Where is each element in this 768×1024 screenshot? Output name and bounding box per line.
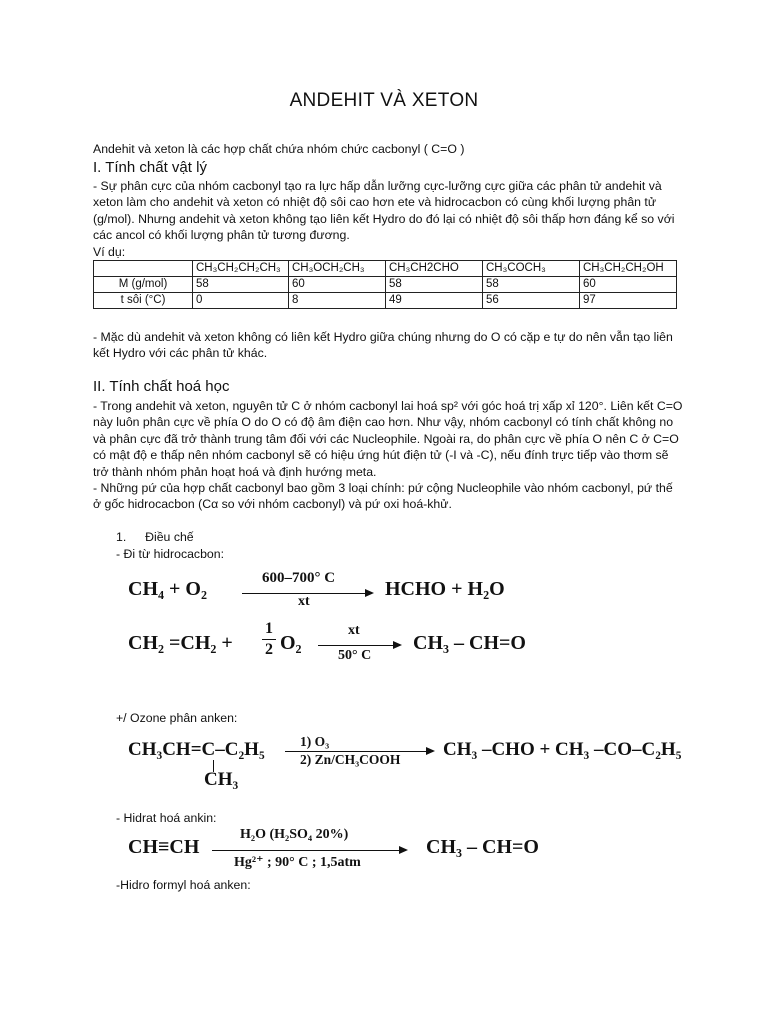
prep-hydration: - Hidrat hoá ankin: xyxy=(116,811,217,825)
table-cell: 8 xyxy=(289,293,386,309)
table-cell: CH₃CH2CHO xyxy=(386,261,483,277)
r3-condition-above: 1) O₃ xyxy=(300,734,330,749)
table-cell: 56 xyxy=(483,293,580,309)
example-label: Ví dụ: xyxy=(93,245,126,259)
prep-title: Điều chế xyxy=(145,530,194,544)
r3-branch: CH₃ xyxy=(204,769,239,790)
r2-condition-above: xt xyxy=(348,623,360,638)
prep-heading xyxy=(116,529,416,545)
table-cell: 58 xyxy=(483,277,580,293)
r1-condition-above: 600–700° C xyxy=(262,570,336,586)
table-cell xyxy=(94,261,193,277)
table-cell: 60 xyxy=(580,277,677,293)
section-2-paragraph-2: - Những pứ của hợp chất cacbonyl bao gồm 3 loại chính: pứ cộng Nucleophile vào nhóm cacbonyl, pứ thế ở gốc hidrocacbon (Cα so với nhóm cacbonyl) và pứ oxi hoá-khử. xyxy=(93,481,673,512)
r2-products: CH₃ – CH=O xyxy=(413,632,526,654)
table-cell: 58 xyxy=(386,277,483,293)
reaction-arrow xyxy=(318,645,400,646)
row-label: M (g/mol) xyxy=(94,277,193,293)
section-2-paragraph-1: - Trong andehit và xeton, nguyên tử C ở nhóm cacbonyl lai hoá sp² với góc hoá trị xấp xỉ 120°. Liên kết C=O này luôn phân cực về phía O do O có độ âm điện cao hơn. Như vậy, nhóm cacbonyl có tính chất không no và phân cực đã trở thành trung tâm đối với các Nucleophile. Ngoài ra, do phân cực về phía O nên C ở C=O có mật độ e thấp nên nhóm cacbonyl sẽ có hiệu ứng hút điện tử (-I và -C), nếu đính trực tiếp vào thơm sẽ trở thành nhóm phản hoạt hoá và định hướng meta. xyxy=(93,399,683,479)
prep-hydroformyl: -Hidro formyl hoá anken: xyxy=(116,878,251,892)
table-cell: 60 xyxy=(289,277,386,293)
prep-from-hydrocarbon: - Đi từ hidrocacbon: xyxy=(116,547,225,561)
section-1-paragraph: - Sự phân cực của nhóm cacbonyl tạo ra lực hấp dẫn lưỡng cực-lưỡng cực giữa các phân tử andehit và xeton làm cho andehit và xeton có nhiệt độ sôi cao hơn ete và hidrocacbon có cùng khối lượng phân tử (g/mol). Nhưng andehit và xeton không tạo liên kết Hydro do đó lại có nhiệt độ sôi thấp hơn đáng kể so với các ancol có khối lượng phân tử tương đương. xyxy=(93,179,675,243)
page-title: ANDEHIT VÀ XETON xyxy=(289,90,479,111)
table-cell: 58 xyxy=(193,277,289,293)
table-cell: 97 xyxy=(580,293,677,309)
table-cell: CH₃CH₂CH₂CH₃ xyxy=(193,261,289,277)
table-header-row xyxy=(94,261,677,277)
r3-products: CH₃ –CHO + CH₃ –CO–C₂H₅ xyxy=(443,739,682,760)
fraction-numerator: 1 xyxy=(265,620,273,637)
r2-condition-below: 50° C xyxy=(338,648,372,663)
table-cell: CH₃OCH₂CH₃ xyxy=(289,261,386,277)
one-half-fraction xyxy=(262,620,276,659)
prep-ozone: +/ Ozone phân anken: xyxy=(116,711,238,725)
table-row xyxy=(94,293,677,309)
r3-reactant: CH₃CH=C–C₂H₅ xyxy=(128,739,265,760)
r2-reactants: CH₂ =CH₂ + xyxy=(128,632,233,654)
section-1-heading: I. Tính chất vật lý xyxy=(93,159,207,176)
table-cell: 49 xyxy=(386,293,483,309)
fraction-denominator: 2 xyxy=(265,641,273,658)
row-label: t sôi (°C) xyxy=(94,293,193,309)
table-cell: CH₃CH₂CH₂OH xyxy=(580,261,677,277)
r4-product: CH₃ – CH=O xyxy=(426,836,539,858)
table-cell: CH₃COCH₃ xyxy=(483,261,580,277)
r1-condition-below: xt xyxy=(298,594,310,609)
prep-number: 1. xyxy=(116,530,127,544)
r1-reactants: CH₄ + O₂ xyxy=(128,578,207,600)
reaction-arrow xyxy=(212,850,406,851)
r2-oxygen: O₂ xyxy=(280,632,302,654)
section-2-heading: II. Tính chất hoá học xyxy=(93,378,230,395)
fraction-bar xyxy=(262,639,276,640)
r1-products: HCHO + H₂O xyxy=(385,578,505,600)
hydrogen-bond-note: - Mặc dù andehit và xeton không có liên kết Hydro giữa chúng nhưng do O có cặp e tự do nên vẫn tạo liên kết Hydro với các phân tử khác. xyxy=(93,330,673,361)
r4-reactant: CH≡CH xyxy=(128,836,200,858)
r4-condition-above: H₂O (H₂SO₄ 20%) xyxy=(240,827,349,842)
table-cell: 0 xyxy=(193,293,289,309)
boiling-point-table xyxy=(93,260,677,309)
r4-condition-below: Hg²⁺ ; 90° C ; 1,5atm xyxy=(234,855,361,870)
intro-text: Andehit và xeton là các hợp chất chứa nhóm chức cacbonyl ( C=O ) xyxy=(93,142,465,156)
r3-condition-below: 2) Zn/CH₃COOH xyxy=(300,752,401,767)
table-row xyxy=(94,277,677,293)
